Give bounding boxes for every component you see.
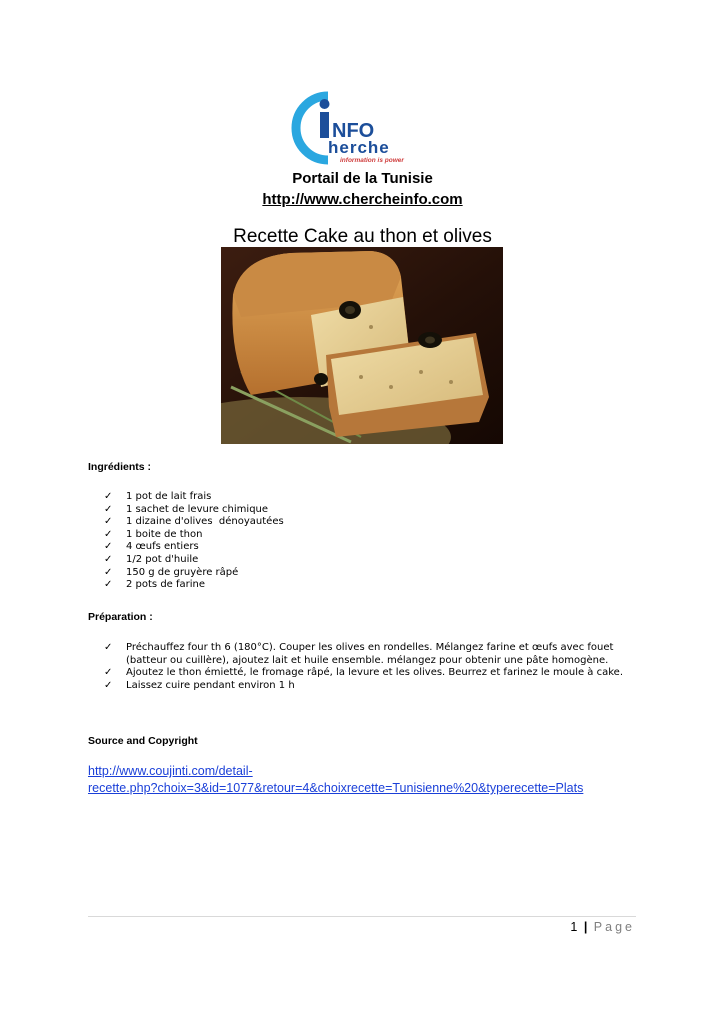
logo-tagline: information is power [340, 157, 404, 164]
check-icon: ✓ [104, 579, 113, 591]
ingredient-text: 1 sachet de levure chimique [126, 503, 269, 515]
ingredients-heading: Ingrédients : [88, 461, 152, 473]
list-item [104, 504, 284, 517]
ingredients-list [104, 491, 284, 592]
footer-separator: | [583, 920, 588, 934]
check-icon: ✓ [104, 642, 113, 653]
check-icon: ✓ [104, 566, 113, 578]
logo-word-cherche: herche [328, 138, 390, 157]
preparation-step: Préchauffez four th 6 (180°C). Couper les olives en rondelles. Mélangez farine et œufs avec fouet (batteur ou cuillère), ajoutez lait et huile ensemble. mélangez pour obtenir une pâte homogène. [126, 642, 614, 666]
recipe-title: Recette Cake au thon et olives [233, 226, 492, 247]
source-heading: Source and Copyright [88, 735, 198, 747]
ingredient-text: 1 boite de thon [126, 528, 203, 540]
list-item [104, 516, 284, 529]
check-icon: ✓ [104, 553, 113, 565]
source-link[interactable] [88, 763, 648, 797]
ingredient-text: 1 dizaine d'olives dénoyautées [126, 516, 284, 528]
portal-title: Portail de la Tunisie [292, 170, 433, 187]
footer-divider [88, 916, 636, 917]
source-link-line-2[interactable]: recette.php?choix=3&id=1077&retour=4&choixrecette=Tunisienne%20&typerecette=Plats [88, 781, 584, 795]
preparation-list [104, 642, 624, 692]
check-icon: ✓ [104, 667, 113, 679]
ingredient-text: 150 g de gruyère râpé [126, 566, 239, 578]
page-number: 1 [570, 920, 578, 934]
page-label: Page [593, 920, 635, 934]
list-item [104, 529, 284, 542]
preparation-step: Ajoutez le thon émietté, le fromage râpé, la levure et les olives. Beurrez et farinez le moule à cake. [126, 667, 623, 679]
preparation-step: Laissez cuire pendant environ 1 h [126, 679, 295, 691]
list-item [104, 554, 284, 567]
list-item [104, 567, 284, 580]
check-icon: ✓ [104, 516, 113, 528]
list-item [104, 667, 624, 680]
ingredient-text: 2 pots de farine [126, 579, 206, 591]
ingredient-text: 1/2 pot d'huile [126, 553, 199, 565]
source-link-line-1[interactable]: http://www.coujinti.com/detail- [88, 764, 253, 778]
list-item [104, 491, 284, 504]
portal-url-link[interactable]: http://www.chercheinfo.com [262, 191, 463, 208]
check-icon: ✓ [104, 503, 113, 515]
check-icon: ✓ [104, 528, 113, 540]
cake-photo [221, 247, 503, 444]
check-icon: ✓ [104, 679, 113, 691]
check-icon: ✓ [104, 491, 113, 502]
list-item [104, 541, 284, 554]
chercheinfo-logo [288, 90, 428, 166]
ingredient-text: 4 œufs entiers [126, 541, 199, 553]
check-icon: ✓ [104, 541, 113, 553]
logo-word-info: NFO [332, 120, 375, 142]
list-item [104, 680, 624, 693]
list-item [104, 579, 284, 592]
preparation-heading: Préparation : [88, 611, 153, 623]
ingredient-text: 1 pot de lait frais [126, 491, 212, 502]
list-item [104, 642, 624, 667]
page-footer [570, 920, 635, 934]
